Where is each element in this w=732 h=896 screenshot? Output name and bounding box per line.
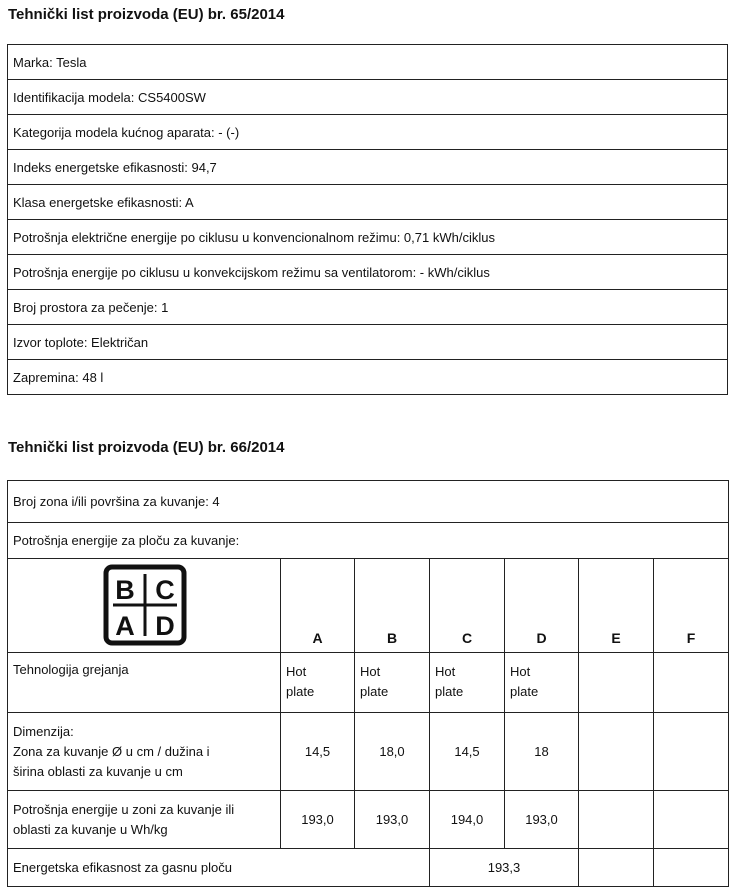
row-volume: Zapremina: 48 l: [8, 360, 728, 395]
row-efficiency-class: Klasa energetske efikasnosti: A: [8, 185, 728, 220]
dimension-value-b: 18,0: [355, 713, 430, 791]
tech-cell-d: Hot plate: [505, 653, 579, 713]
column-header-b: B: [355, 559, 430, 653]
logo-letter-a: A: [115, 611, 135, 641]
product-sheet-table-65: [7, 44, 728, 395]
zone-energy-value-a: 193,0: [281, 791, 355, 849]
zone-energy-value-d: 193,0: [505, 791, 579, 849]
table-row: [8, 80, 728, 115]
column-header-e: E: [579, 559, 654, 653]
row-efficiency-index: Indeks energetske efikasnosti: 94,7: [8, 150, 728, 185]
hob-sheet-table-66: [7, 480, 729, 887]
energy-label-logo-cell: [8, 559, 281, 653]
tech-cell-b: Hot plate: [355, 653, 430, 713]
row-conventional-consumption: Potrošnja električne energije po ciklusu u konvencionalnom režimu: 0,71 kWh/ciklus: [8, 220, 728, 255]
dimension-value-c: 14,5: [430, 713, 505, 791]
zones-count: Broj zona i/ili površina za kuvanje: 4: [8, 481, 729, 523]
zone-energy-label: Potrošnja energije u zoni za kuvanje ili oblasti za kuvanje u Wh/kg: [8, 791, 281, 849]
dimension-value-d: 18: [505, 713, 579, 791]
column-header-f: F: [654, 559, 729, 653]
table-row: [8, 115, 728, 150]
heating-technology-label: Tehnologija grejanja: [8, 653, 281, 713]
tech-cell-f: [654, 653, 729, 713]
row-cavities: Broj prostora za pečenje: 1: [8, 290, 728, 325]
logo-letter-b: B: [115, 575, 135, 605]
logo-letter-c: C: [155, 575, 175, 605]
dimension-value-a: 14,5: [281, 713, 355, 791]
zone-energy-value-b: 193,0: [355, 791, 430, 849]
section-title-66-2014: Tehnički list proizvoda (EU) br. 66/2014: [8, 439, 285, 456]
zone-energy-value-f: [654, 791, 729, 849]
row-model-id: Identifikacija modela: CS5400SW: [8, 80, 728, 115]
table-row: [8, 150, 728, 185]
table-row: [8, 325, 728, 360]
table-row: [8, 849, 729, 887]
table-row: [8, 255, 728, 290]
table-row: [8, 713, 729, 791]
table-row: [8, 523, 729, 559]
bcad-logo-icon: [8, 559, 281, 652]
table-row: [8, 45, 728, 80]
table-row: [8, 791, 729, 849]
tech-cell-e: [579, 653, 654, 713]
gas-hob-efficiency-value: 193,3: [430, 849, 579, 887]
table-row: [8, 653, 729, 713]
column-header-a: A: [281, 559, 355, 653]
table-row: [8, 481, 729, 523]
table-row: [8, 220, 728, 255]
energy-consumption-heading: Potrošnja energije za ploču za kuvanje:: [8, 523, 729, 559]
row-category: Kategorija modela kućnog aparata: - (-): [8, 115, 728, 150]
gas-hob-efficiency-empty-f: [654, 849, 729, 887]
table-row: [8, 185, 728, 220]
dimension-value-f: [654, 713, 729, 791]
dimension-value-e: [579, 713, 654, 791]
column-header-c: C: [430, 559, 505, 653]
section-title-65-2014: Tehnički list proizvoda (EU) br. 65/2014: [8, 6, 285, 23]
logo-letter-d: D: [155, 611, 175, 641]
dimension-label: Dimenzija: Zona za kuvanje Ø u cm / dužina i širina oblasti za kuvanje u cm: [8, 713, 281, 791]
tech-cell-c: Hot plate: [430, 653, 505, 713]
table-row: [8, 290, 728, 325]
row-brand: Marka: Tesla: [8, 45, 728, 80]
table-row: [8, 559, 729, 653]
table-row: [8, 360, 728, 395]
row-fan-consumption: Potrošnja energije po ciklusu u konvekcijskom režimu sa ventilatorom: - kWh/ciklus: [8, 255, 728, 290]
zone-energy-value-e: [579, 791, 654, 849]
tech-cell-a: Hot plate: [281, 653, 355, 713]
zone-energy-value-c: 194,0: [430, 791, 505, 849]
gas-hob-efficiency-empty-e: [579, 849, 654, 887]
gas-hob-efficiency-label: Energetska efikasnost za gasnu ploču: [8, 849, 430, 887]
row-heat-source: Izvor toplote: Električan: [8, 325, 728, 360]
column-header-d: D: [505, 559, 579, 653]
